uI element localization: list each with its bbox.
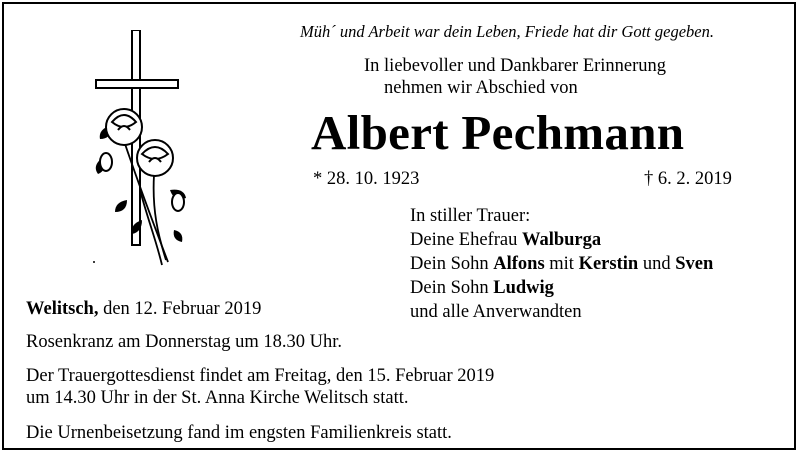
place-date: Welitsch, den 12. Februar 2019: [26, 299, 262, 319]
mourner-others: und alle Anverwandten: [410, 302, 582, 322]
deceased-name: Albert Pechmann: [311, 105, 685, 160]
urn-notice: Die Urnenbeisetzung fand im engsten Familienkreis statt.: [26, 423, 452, 443]
cross-with-roses-icon: [82, 30, 202, 275]
service-notice-line-2: um 14.30 Uhr in der St. Anna Kirche Welitsch statt.: [26, 388, 409, 408]
birth-date: * 28. 10. 1923: [313, 169, 420, 189]
rosary-notice: Rosenkranz am Donnerstag um 18.30 Uhr.: [26, 332, 342, 352]
death-date: † 6. 2. 2019: [644, 169, 732, 189]
mourner-wife: Deine Ehefrau Walburga: [410, 230, 602, 250]
mourner-son-1: Dein Sohn Alfons mit Kerstin und Sven: [410, 254, 714, 274]
intro-line-2: nehmen wir Abschied von: [384, 78, 578, 98]
mourner-son-2: Dein Sohn Ludwig: [410, 278, 554, 298]
intro-line-1: In liebevoller und Dankbarer Erinnerung: [364, 56, 667, 76]
motto: Müh´ und Arbeit war dein Leben, Friede hat dir Gott gegeben.: [300, 22, 714, 41]
mourners-heading: In stiller Trauer:: [410, 206, 531, 226]
service-notice-line-1: Der Trauergottesdienst findet am Freitag, den 15. Februar 2019: [26, 366, 495, 386]
